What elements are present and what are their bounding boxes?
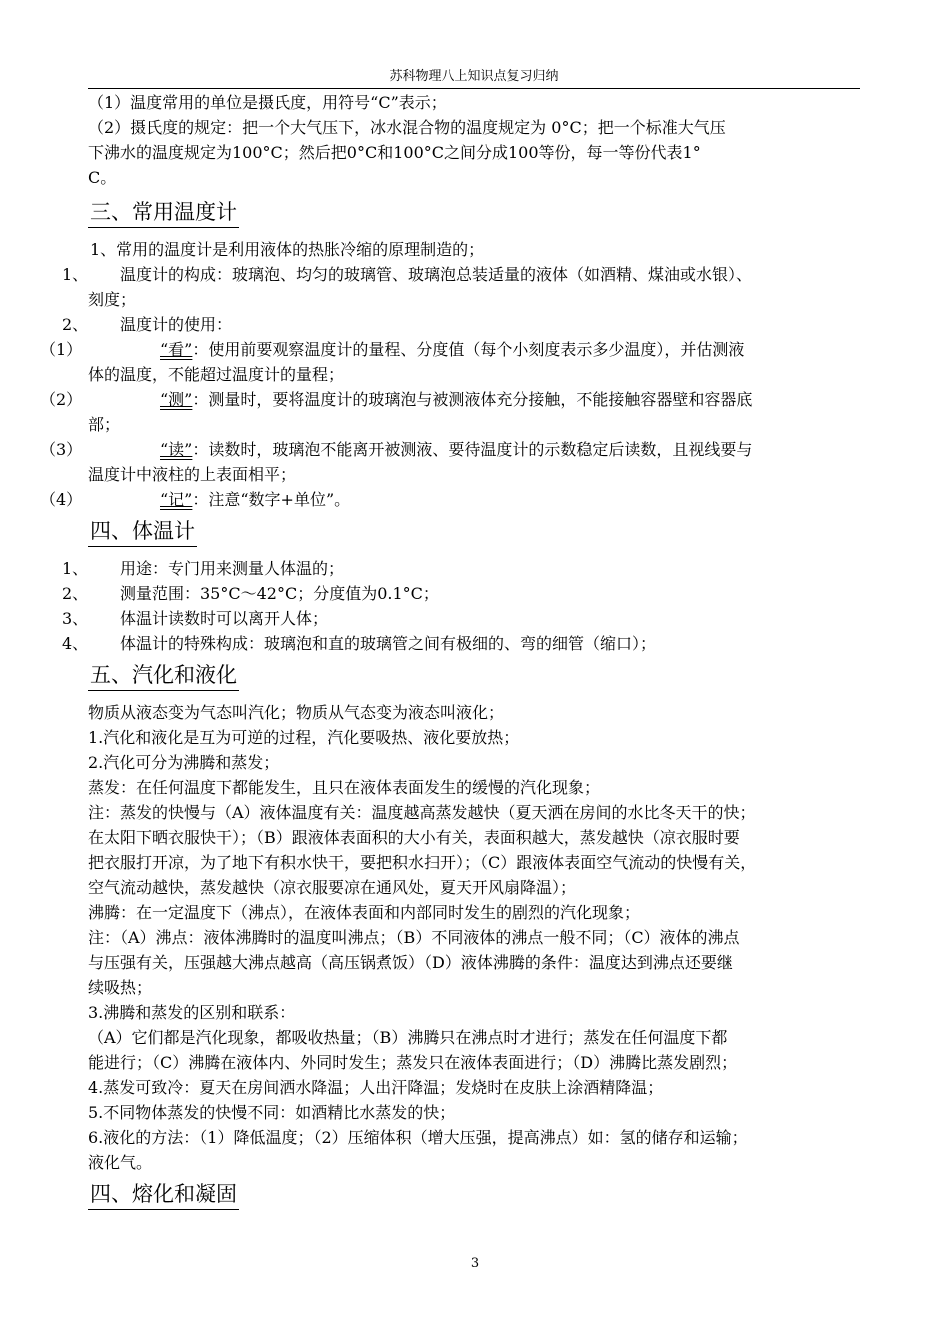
item-number: 4、 bbox=[62, 634, 89, 653]
section-3-line-1: 1、常用的温度计是利用液体的热胀冷缩的原理制造的； bbox=[90, 240, 485, 259]
item-number: 1、 bbox=[62, 265, 89, 284]
item-text: 体温计读数时可以离开人体； bbox=[120, 609, 329, 628]
usage-keyword: “看” bbox=[160, 340, 193, 359]
page-content bbox=[40, 90, 860, 1219]
usage-keyword: “测” bbox=[160, 390, 193, 409]
section-4-item-3 bbox=[62, 606, 860, 631]
usage-number: （1） bbox=[40, 340, 83, 359]
section-5-line-15: 能进行；（C）沸腾在液体内、外同时发生；蒸发只在液体表面进行；（D）沸腾比蒸发剧烈； bbox=[88, 1053, 738, 1072]
usage-item-4 bbox=[40, 487, 860, 512]
section-5-line-3: 2.汽化可分为沸腾和蒸发； bbox=[88, 753, 280, 772]
section-4-heading: 四、体温计 bbox=[88, 517, 197, 547]
section-5-line-16: 4.蒸发可致冷：夏天在房间洒水降温；人出汗降温；发烧时在皮肤上涂酒精降温； bbox=[88, 1078, 664, 1097]
section-3-item-2 bbox=[62, 312, 860, 337]
usage-number: （2） bbox=[40, 390, 83, 409]
section-5-line-11: 与压强有关，压强越大沸点越高（高压锅煮饭）（D）液体沸腾的条件：温度达到沸点还要继 bbox=[88, 953, 733, 972]
section-5-line-14: （A）它们都是汽化现象，都吸收热量；（B）沸腾只在沸点时才进行；蒸发在任何温度下都 bbox=[88, 1028, 728, 1047]
section-4-heading-wrap bbox=[88, 517, 860, 549]
item-text: 用途：专门用来测量人体温的； bbox=[120, 559, 345, 578]
section-5-line-1: 物质从液态变为气态叫汽化；物质从气态变为液态叫液化； bbox=[88, 703, 505, 722]
usage-number: （4） bbox=[40, 490, 83, 509]
intro-line-3: 下沸水的温度规定为100°C；然后把0°C和100°C之间分成100等份，每一等份代表1° bbox=[88, 143, 701, 162]
item-text: 温度计的使用： bbox=[120, 315, 233, 334]
section-5-line-2: 1.汽化和液化是互为可逆的过程，汽化要吸热、液化要放热； bbox=[88, 728, 520, 747]
usage-item-2 bbox=[40, 387, 860, 412]
usage-item-2-cont: 部； bbox=[88, 415, 121, 434]
section-5-line-12: 续吸热； bbox=[88, 978, 153, 997]
usage-text: ：使用前要观察温度计的量程、分度值（每个小刻度表示多少温度），并估测液 bbox=[192, 340, 745, 359]
item-number: 2、 bbox=[62, 584, 89, 603]
section-5-line-10: 注：（A）沸点：液体沸腾时的温度叫沸点；（B）不同液体的沸点一般不同；（C）液体的沸点 bbox=[88, 928, 740, 947]
intro-line-4: C。 bbox=[88, 168, 117, 187]
section-4-item-1 bbox=[62, 556, 860, 581]
section-3-item-1-cont: 刻度； bbox=[88, 290, 137, 309]
usage-text: ：测量时，要将温度计的玻璃泡与被测液体充分接触，不能接触容器壁和容器底 bbox=[192, 390, 753, 409]
section-5-line-17: 5.不同物体蒸发的快慢不同：如酒精比水蒸发的快； bbox=[88, 1103, 456, 1122]
item-text: 测量范围：35°C～42°C；分度值为0.1°C； bbox=[120, 584, 439, 603]
item-text: 体温计的特殊构成：玻璃泡和直的玻璃管之间有极细的、弯的细管（缩口）； bbox=[120, 634, 657, 653]
intro-line-2: （2）摄氏度的规定：把一个大气压下，冰水混合物的温度规定为 0°C；把一个标准大气压 bbox=[88, 118, 726, 137]
section-5-line-8: 空气流动越快，蒸发越快（凉衣服要凉在通风处，夏天开风扇降温）； bbox=[88, 878, 577, 897]
section-4-item-2 bbox=[62, 581, 860, 606]
section-5-heading-wrap bbox=[88, 661, 860, 693]
section-5-line-13: 3.沸腾和蒸发的区别和联系： bbox=[88, 1003, 296, 1022]
item-text: 温度计的构成：玻璃泡、均匀的玻璃管、玻璃泡总装适量的液体（如酒精、煤油或水银）、 bbox=[120, 265, 753, 284]
item-number: 3、 bbox=[62, 609, 89, 628]
usage-text: ：读数时，玻璃泡不能离开被测液、要待温度计的示数稳定后读数，且视线要与 bbox=[192, 440, 753, 459]
usage-text: ：注意“数字+单位”。 bbox=[192, 490, 351, 509]
section-3-heading: 三、常用温度计 bbox=[88, 198, 239, 228]
page-number: 3 bbox=[470, 1256, 480, 1271]
usage-item-3-cont: 温度计中液柱的上表面相平； bbox=[88, 465, 297, 484]
section-3-heading-wrap bbox=[88, 198, 860, 230]
section-4-item-4 bbox=[62, 631, 860, 656]
section-3-item-1 bbox=[62, 262, 860, 287]
section-5-line-9: 沸腾：在一定温度下（沸点），在液体表面和内部同时发生的剧烈的汽化现象； bbox=[88, 903, 641, 922]
usage-keyword: “读” bbox=[160, 440, 193, 459]
usage-item-3 bbox=[40, 437, 860, 462]
usage-item-1 bbox=[40, 337, 860, 362]
section-5-line-4: 蒸发：在任何温度下都能发生，且只在液体表面发生的缓慢的汽化现象； bbox=[88, 778, 601, 797]
usage-number: （3） bbox=[40, 440, 83, 459]
page-header: 苏科物理八上知识点复习归纳 bbox=[389, 69, 559, 84]
section-5-line-7: 把衣服打开凉，为了地下有积水快干，要把积水扫开）；（C）跟液体表面空气流动的快慢有关， bbox=[88, 853, 757, 872]
section-5-line-18: 6.液化的方法：（1）降低温度；（2）压缩体积（增大压强，提高沸点）如：氢的储存和运输； bbox=[88, 1128, 748, 1147]
item-number: 1、 bbox=[62, 559, 89, 578]
usage-keyword: “记” bbox=[160, 490, 193, 509]
section-6-heading: 四、熔化和凝固 bbox=[88, 1180, 239, 1210]
section-5-heading: 五、汽化和液化 bbox=[88, 661, 239, 691]
section-5-line-19: 液化气。 bbox=[88, 1153, 153, 1172]
section-6-heading-wrap bbox=[88, 1180, 860, 1212]
intro-line-1: （1）温度常用的单位是摄氏度，用符号“C”表示； bbox=[88, 93, 447, 112]
section-5-line-5: 注：蒸发的快慢与（A）液体温度有关：温度越高蒸发越快（夏天洒在房间的水比冬天干的快； bbox=[88, 803, 756, 822]
header-rule bbox=[88, 88, 860, 89]
item-number: 2、 bbox=[62, 315, 89, 334]
usage-item-1-cont: 体的温度，不能超过温度计的量程； bbox=[88, 365, 345, 384]
section-5-line-6: 在太阳下晒衣服快干）；（B）跟液体表面积的大小有关，表面积越大，蒸发越快（凉衣服时要 bbox=[88, 828, 740, 847]
